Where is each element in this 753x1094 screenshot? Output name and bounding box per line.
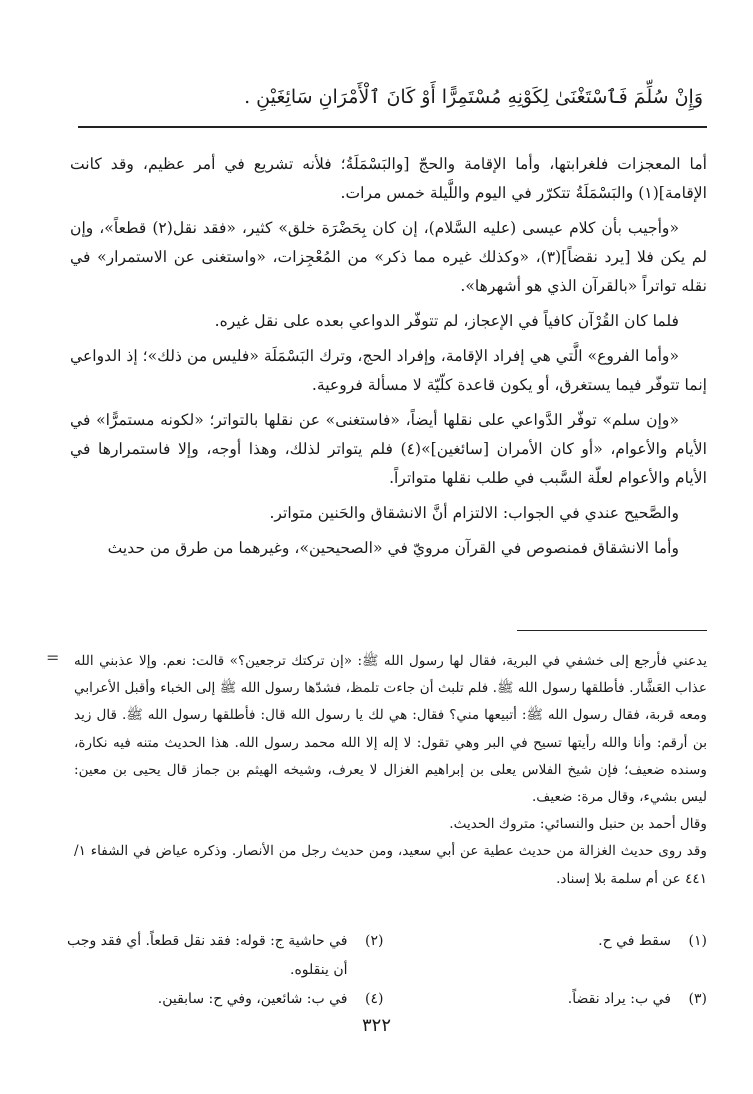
paragraph: «وأما الفروع» الَّتي هي إفراد الإقامة، وإفراد الحج، وترك البَسْمَلَة «فليس من ذلك»؛ إذ الدواعي إنما تتوفّر فيما يستغرق، أو يكون قاعدة كلّيّة لا مسألة فروعية.	[70, 347, 707, 394]
paragraph: «وإن سلم» توفّر الدَّواعي على نقلها أيضاً، «فاستغنى» عن نقلها بالتواتر؛ «لكونه مستمرًّا» في الأيام والأعوام، «أو كان الأمران [سائغين]»(٤) فلم يتواتر لذلك، وهذا أوجه، وإلا فاستمرارها في الأيام والأعوام لعلّة السَّبب في طلب نقلها متواتراً.	[70, 411, 708, 487]
paragraph: وأما الانشقاق فمنصوص في القرآن مرويّ في «الصحيحين»، وغيرهما من طرق من حديث	[107, 539, 679, 557]
footnote-number: (٤)	[365, 991, 384, 1007]
footnote-row	[60, 985, 707, 1014]
continuation-marker: =	[46, 648, 60, 667]
note-line: وقال أحمد بن حنبل والنسائي: متروك الحديث.	[449, 816, 707, 833]
footnote	[384, 985, 708, 1014]
quoted-verse: وَإِنْ سُلِّمَ فَٱسْتَغْنَىٰ لِكَوْنِهِ مُسْتَمِرًّا أَوْ كَانَ ٱلْأَمْرَانِ سَائِغَيْنِ .	[244, 86, 703, 108]
header-rule	[78, 126, 707, 128]
paragraph: فلما كان القُرْآن كافياً في الإعجاز، لم تتوفّر الدواعي بعده على نقل غيره.	[214, 312, 679, 330]
main-text	[70, 150, 707, 569]
footnote	[384, 927, 708, 985]
paragraph: «وأجيب بأن كلام عيسى (عليه السَّلام)، إن كان بِحَضْرَة خلق» كثير، «فقد نقل(٢) قطعاً»، وإن لم يكن فلا [يرد نقضاً](٣)، «وكذلك غيره مما ذكر» من المُعْجِزات، «واستغنى عن الاستمرار» في نقله تواتراً «بالقرآن الذي هو أشهرها».	[70, 219, 707, 295]
footnote-text: سقط في ح.	[598, 933, 671, 949]
footnote-number: (١)	[688, 933, 707, 949]
footnote-number: (٢)	[365, 933, 384, 949]
note-line: يدعني فأرجع إلى خشفي في البرية، فقال لها رسول الله ﷺ: «إن تركتك ترجعين؟» قالت: نعم. وإلا عذبني الله عذاب العَشَّار. فأطلقها رسول الله ﷺ. فلم تلبث أن جاءت تلمظ، فشدّها رسول الله ﷺ إلى الخباء وأقبل الأعرابي ومعه قربة، فقال رسول الله ﷺ: أتبيعها مني؟ فقال: هي لك يا رسول الله قال: فأطلقها رسول الله ﷺ. قال زيد بن أرقم: وأنا والله رأيتها تسيح في البر وهي تقول: لا إله إلا الله محمد رسول الله. هذا الحديث متنه فيه نكارة، وسنده ضعيف؛ فإن شيخ الفلاس يعلى بن إبراهيم الغزال لا يعرف، وشيخه الهيثم بن جماز قال يحيى بن معين: ليس بشيء، وقال مرة: ضعيف.	[74, 653, 707, 806]
footnote-number: (٣)	[688, 991, 707, 1007]
page-number: ٣٢٢	[361, 1015, 391, 1036]
footnote-row	[60, 927, 707, 985]
footnote-text: في ب: يراد نقضاً.	[567, 991, 671, 1007]
footnote	[60, 927, 384, 985]
footnote	[60, 985, 384, 1014]
footnote-text: في ب: شائعين، وفي ح: سابقين.	[157, 991, 348, 1007]
footnote-separator	[517, 630, 707, 631]
note-line: وقد روى حديث الغزالة من حديث عطية عن أبي سعيد، ومن حديث رجل من الأنصار. وذكره عياض في الشفاء ١/ ٤٤١ عن أم سلمة بلا إسناد.	[74, 843, 707, 887]
footnote-text: في حاشية ج: قوله: فقد نقل قطعاً. أي فقد وجب أن ينقلوه.	[67, 933, 348, 978]
paragraph: أما المعجزات فلغرابتها، وأما الإقامة والحجّ [والبَسْمَلَةُ؛ فلأنه تشريع في أمر عظيم، وقد كانت الإقامة](١) والبَسْمَلَةُ تتكرّر في اليوم واللَّيلة خمس مرات.	[70, 155, 707, 202]
footnotes	[60, 927, 707, 1014]
continued-footnote	[74, 648, 707, 893]
paragraph: والصَّحيح عندي في الجواب: الالتزام أنَّ الانشقاق والحَنين متواتر.	[269, 504, 679, 522]
